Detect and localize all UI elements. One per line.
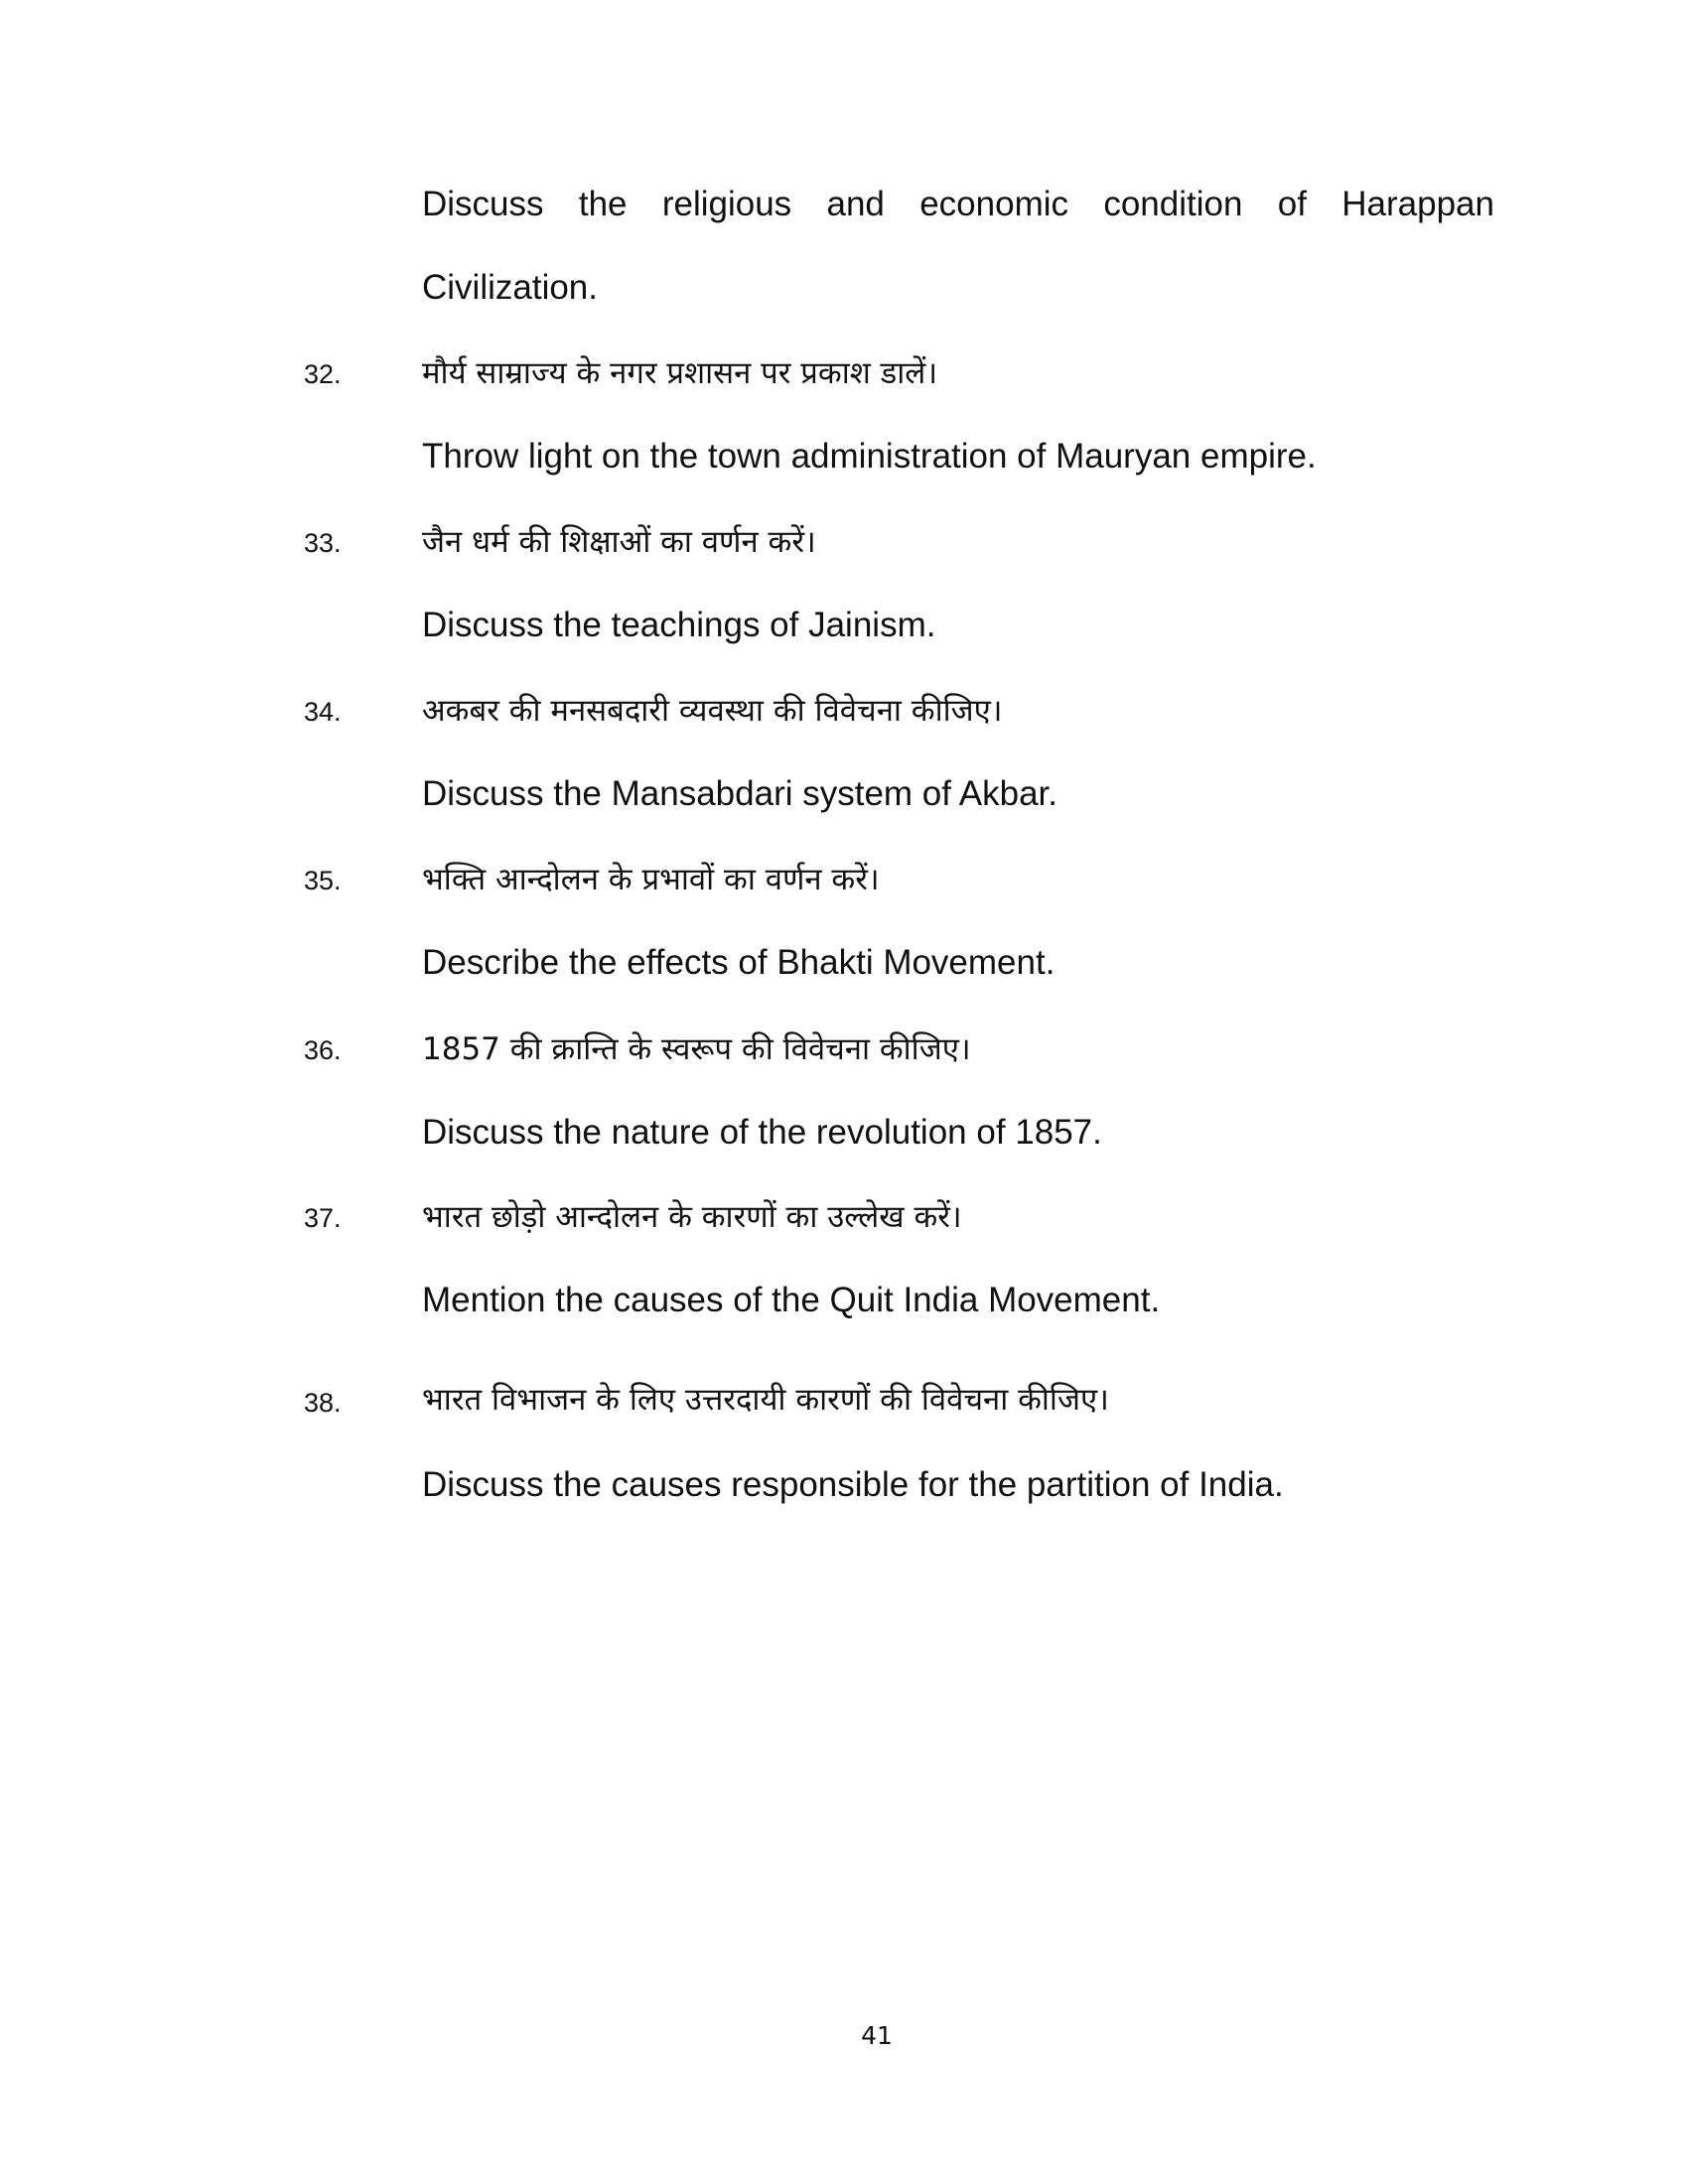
question-hindi-text: भारत छोड़ो आन्दोलन के कारणों का उल्लेख करें। bbox=[422, 1199, 962, 1235]
question-hindi-text: जैन धर्म की शिक्षाओं का वर्णन करें। bbox=[422, 524, 816, 560]
question-english-text: Discuss the nature of the revolution of 1857. bbox=[422, 1113, 1102, 1152]
page-number: 41 bbox=[861, 2021, 893, 2050]
question-english-text: Discuss the causes responsible for the partition of India. bbox=[422, 1465, 1284, 1504]
question-number: 34. bbox=[304, 697, 342, 727]
question-number: 35. bbox=[304, 866, 342, 895]
question-hindi-text: 1857 की क्रान्ति के स्वरूप की विवेचना कीजिए। bbox=[422, 1031, 971, 1067]
continuation-english-line-2: Civilization. bbox=[422, 268, 598, 307]
question-english-text: Throw light on the town administration of Mauryan empire. bbox=[422, 437, 1317, 476]
question-english-text: Describe the effects of Bhakti Movement. bbox=[422, 943, 1055, 982]
question-english-text: Mention the causes of the Quit India Movement. bbox=[422, 1281, 1161, 1319]
question-number: 37. bbox=[304, 1203, 342, 1233]
question-hindi-text: अकबर की मनसबदारी व्यवस्था की विवेचना कीजिए। bbox=[422, 693, 1003, 729]
question-hindi-text: भक्ति आन्दोलन के प्रभावों का वर्णन करें। bbox=[422, 862, 880, 897]
question-number: 32. bbox=[304, 359, 342, 389]
question-hindi-text: मौर्य साम्राज्य के नगर प्रशासन पर प्रकाश डालें। bbox=[422, 355, 938, 391]
question-number: 36. bbox=[304, 1035, 342, 1065]
question-english-text: Discuss the Mansabdari system of Akbar. bbox=[422, 774, 1057, 813]
question-hindi-text: भारत विभाजन के लिए उत्तरदायी कारणों की विवेचना कीजिए। bbox=[422, 1382, 1109, 1418]
question-number: 38. bbox=[304, 1388, 342, 1418]
question-number: 33. bbox=[304, 528, 342, 558]
question-english-text: Discuss the teachings of Jainism. bbox=[422, 606, 936, 644]
continuation-english-line-1: Discuss the religious and economic condition of Harappan bbox=[422, 185, 1494, 223]
